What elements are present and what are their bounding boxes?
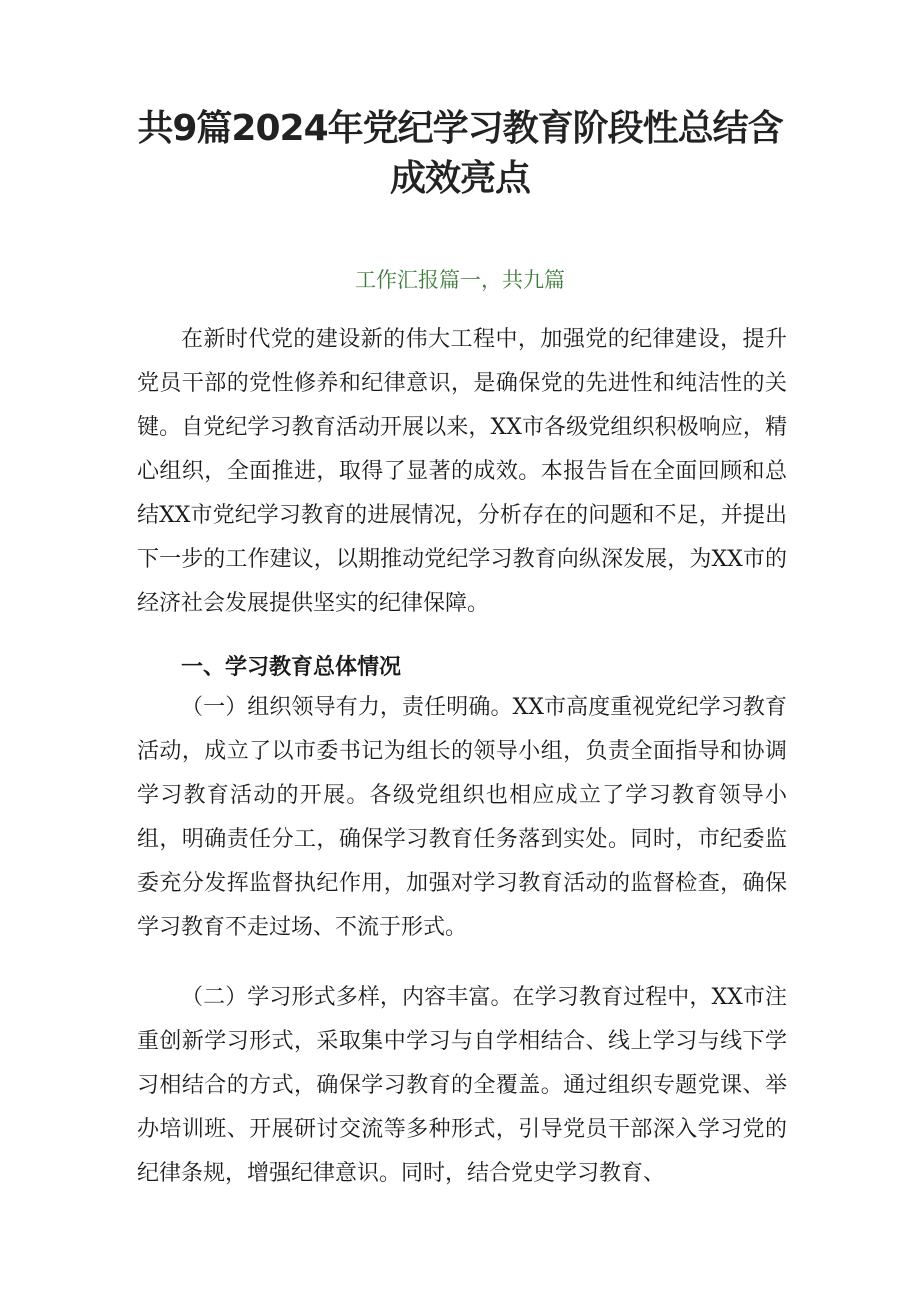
section-heading: 一、学习教育总体情况	[181, 655, 402, 680]
document-title: 共9篇2024年党纪学习教育阶段性总结含成效亮点	[137, 108, 783, 199]
intro-paragraph: 在新时代党的建设新的伟大工程中，加强党的纪律建设，提升党员干部的党性修养和纪律意识，是确保党的先进性和纯洁性的关键。自党纪学习教育活动开展以来，XX市各级党组织积极响应，精心组织，全面推进，取得了显著的成效。本报告旨在全面回顾和总结XX市党纪学习教育的进展情况，分析存在的问题和不足，并提出下一步的工作建议，以期推动党纪学习教育向纵深发展，为XX市的经济社会发展提供坚实的纪律保障。	[137, 327, 787, 616]
body-paragraph: （二）学习形式多样，内容丰富。在学习教育过程中，XX市注重创新学习形式，采取集中学习与自学相结合、线上学习与线下学习相结合的方式，确保学习教育的全覆盖。通过组织专题党课、举办培训班、开展研讨交流等多种形式，引导党员干部深入学习党的纪律条规，增强纪律意识。同时，结合党史学习教育、	[137, 985, 787, 1186]
document-subtitle: 工作汇报篇一，共九篇	[355, 268, 565, 292]
body-paragraph: （一）组织领导有力，责任明确。XX市高度重视党纪学习教育活动，成立了以市委书记为组长的领导小组，负责全面指导和协调学习教育活动的开展。各级党组织也相应成立了学习教育领导小组，明确责任分工，确保学习教育任务落到实处。同时，市纪委监委充分发挥监督执纪作用，加强对学习教育活动的监督检查，确保学习教育不走过场、不流于形式。	[137, 695, 787, 940]
